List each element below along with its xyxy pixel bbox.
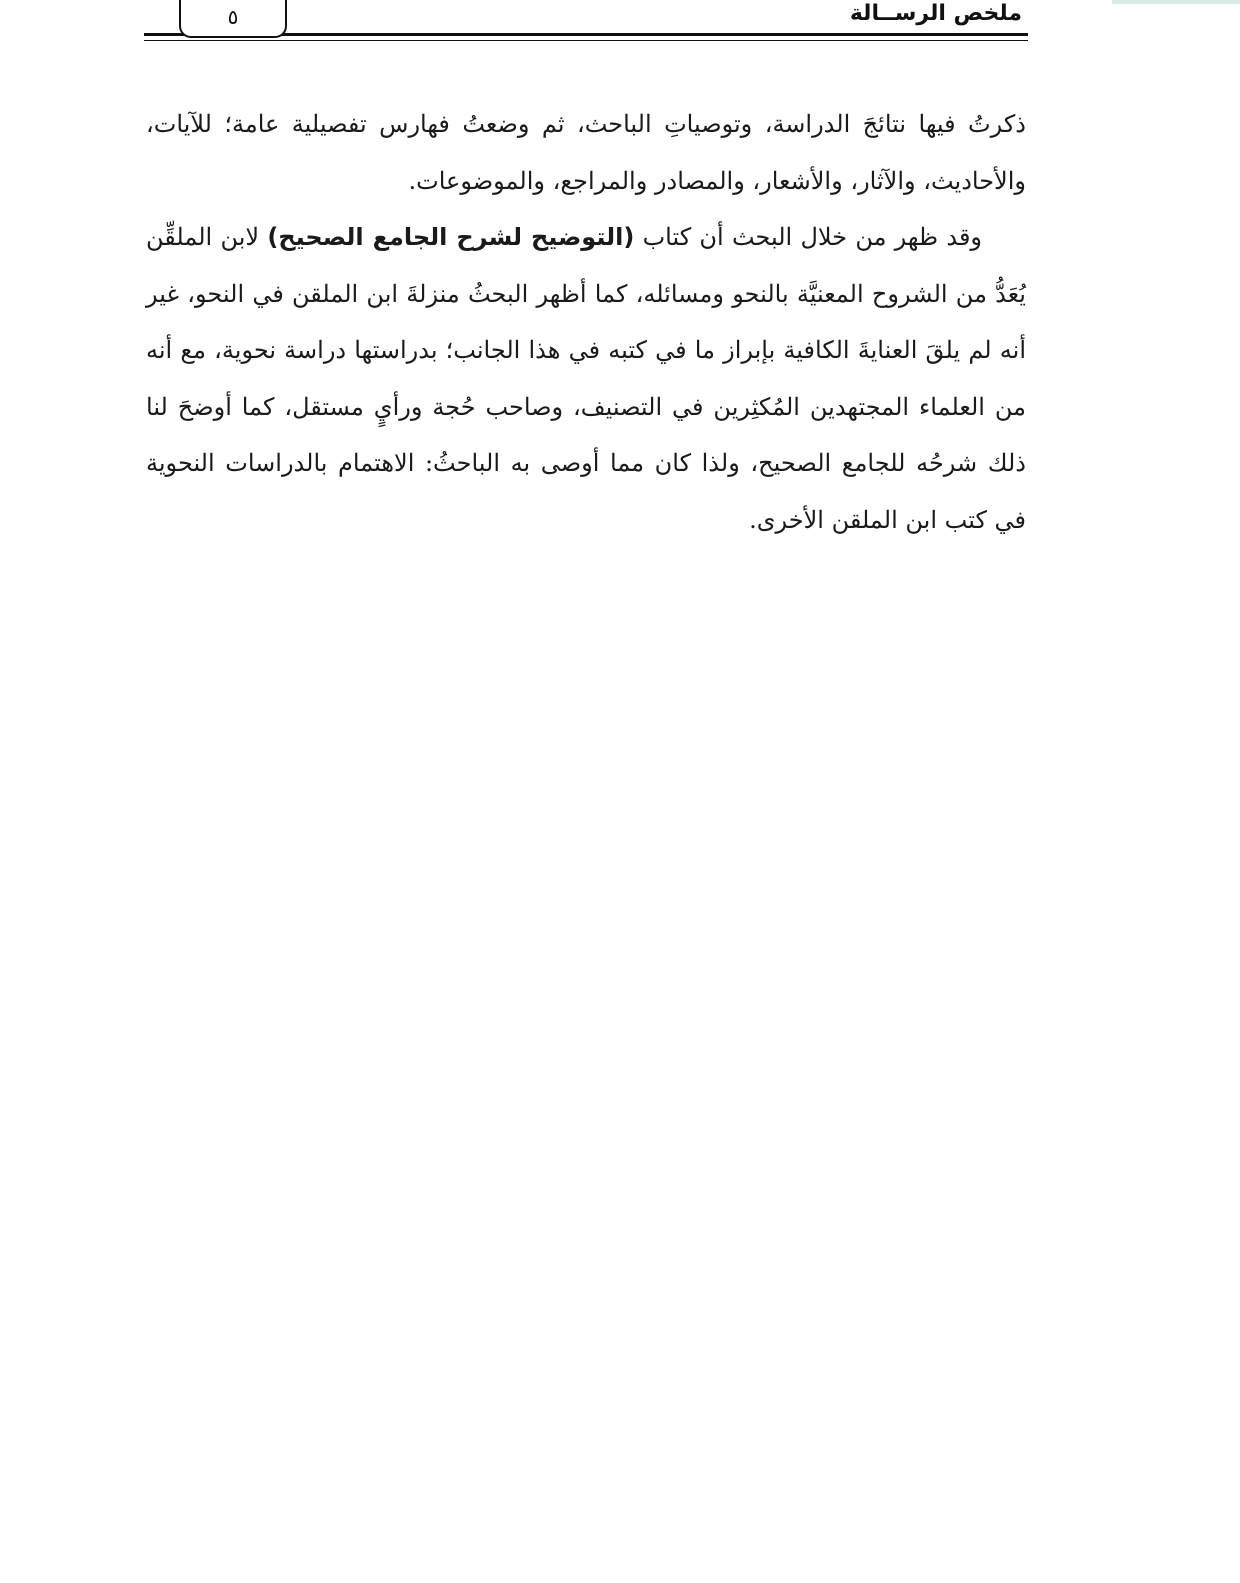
header-rule-thin [144,40,1028,41]
paragraph-2-start: وقد ظهر من خلال البحث أن كتاب [634,223,983,251]
body-text [146,96,1026,548]
book-title: (التوضيح لشرح الجامع الصحيح) [267,223,635,251]
paragraph-2 [146,209,1026,548]
page-number: ٥ [179,0,287,38]
paragraph-2-end: لابن الملقِّن يُعَدُّ من الشروح المعنيَّة بالنحو ومسائله، كما أظهر البحثُ منزلةَ ابن الملقن في النحو، غير أنه لم يلقَ العنايةَ الكافية بإبراز ما في كتبه في هذا الجانب؛ بدراستها دراسة نحوية، مع أنه من العلماء المجتهدين المُكثِرين في التصنيف، وصاحب حُجة ورأيٍ مستقل، كما أوضحَ لنا ذلك شرحُه للجامع الصحيح، ولذا كان مما أوصى به الباحثُ: الاهتمام بالدراسات النحوية في كتب ابن الملقن الأخرى. [146,223,1026,534]
running-header-title: ملخص الرســالة [849,1,1022,26]
page-header [144,0,1028,48]
paragraph-1: ذكرتُ فيها نتائجَ الدراسة، وتوصياتِ الباحث، ثم وضعتُ فهارس تفصيلية عامة؛ للآيات، والأحاديث، والآثار، والأشعار، والمصادر والمراجع، والموضوعات. [146,110,1026,195]
corner-mark [1112,0,1240,4]
